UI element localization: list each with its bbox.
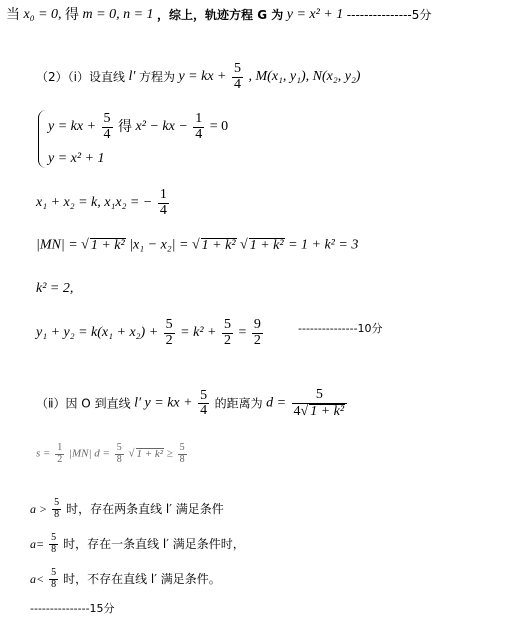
fraction: $\frac{1}{4}$ xyxy=(159,187,167,218)
system-row-2: y = x² + 1 xyxy=(48,151,105,166)
case-3 xyxy=(30,568,221,590)
system-brace xyxy=(38,110,47,168)
ysum-b: = k² + xyxy=(180,325,217,341)
part2-intro xyxy=(36,62,360,92)
sqrt-sign: √ xyxy=(191,237,200,253)
area-a: s = xyxy=(36,447,51,460)
system-eq-c: = 0 xyxy=(209,119,229,135)
area-sqrt: 1 + k² xyxy=(136,448,164,460)
condition: x₀ = 0, xyxy=(23,7,62,22)
trajectory-equation: y = x² + 1 xyxy=(286,7,344,22)
line-name: l′ xyxy=(128,69,136,85)
sqrt-sign: √ xyxy=(128,447,135,460)
case-pre: a= xyxy=(30,537,45,551)
area-line xyxy=(36,443,189,465)
fraction: $\frac{5}{8}$ xyxy=(51,567,57,590)
get-word: 得 xyxy=(118,119,133,136)
system-row-1 xyxy=(48,112,228,142)
fraction: $\frac{5}{8}$ xyxy=(54,497,60,520)
sqrt-3: 1 + k² xyxy=(249,238,284,253)
fraction: $\frac{5}{4}$ xyxy=(103,111,111,142)
case-pre: a< xyxy=(30,572,45,586)
k2-line: k² = 2, xyxy=(36,281,74,296)
case-pre: a > xyxy=(30,502,48,516)
line-eq: y = kx + xyxy=(144,395,193,411)
line-eq: y = kx + xyxy=(178,69,227,85)
part-ii-line xyxy=(36,388,349,419)
mn-line xyxy=(36,238,358,253)
fraction: $\frac{5}{4}$ xyxy=(200,387,208,419)
case-text: 时，存在两条直线 l′ 满足条件 xyxy=(66,502,224,516)
mn-mid: |x₁ − x₂| = xyxy=(129,237,192,253)
fraction: $\frac{5}{8}$ xyxy=(116,442,122,465)
fraction: $\frac{5}{8}$ xyxy=(179,442,185,465)
mn-rhs: = 1 + k² = 3 xyxy=(288,237,359,253)
ysum-a: y₁ + y₂ = k(x₁ + x₂) + xyxy=(36,325,159,341)
equation-label: 方程为 xyxy=(138,70,175,85)
fraction: $\frac{5}{8}$ xyxy=(51,532,57,555)
system-eq-a: y = kx + xyxy=(48,119,97,135)
part2-label: （2）（ⅰ）设直线 xyxy=(36,70,125,85)
distance-fraction: $\frac{5}{\text{4√ 1 + k²}}$ xyxy=(292,388,348,419)
fraction: $\frac{5}{2}$ xyxy=(165,317,173,348)
sqrt-sign: √ xyxy=(81,237,89,253)
mn-lhs: |MN| = xyxy=(36,237,82,253)
prefix: 当 xyxy=(6,7,20,23)
case-text: 时，不存在直线 l′ 满足条件。 xyxy=(63,572,221,586)
points: , M(x₁, y₁), N(x₂, y₂) xyxy=(248,69,361,85)
get-word: 得 xyxy=(65,7,80,23)
values: m = 0, n = 1 xyxy=(82,7,154,22)
fraction: $\frac{9}{2}$ xyxy=(253,317,261,348)
distance-label: 的距离为 xyxy=(214,396,263,411)
case-2 xyxy=(30,533,245,555)
ysum-line xyxy=(36,318,265,348)
fraction: $\frac{1}{4}$ xyxy=(195,111,203,142)
score-mark-10: ---------------10分 xyxy=(298,322,383,335)
conclusion-text: ，综上，轨迹方程 G 为 xyxy=(157,8,284,22)
score-mark-5: ---------------5分 xyxy=(346,8,432,22)
case-1 xyxy=(30,498,224,520)
line-name: l′ xyxy=(134,395,142,411)
vieta-text: x₁ + x₂ = k, x₁x₂ = − xyxy=(36,195,153,211)
area-b: |MN| d = xyxy=(68,447,110,460)
score-mark-15: ---------------15分 xyxy=(30,602,115,615)
system-eq-b: x² − kx − xyxy=(135,119,188,135)
sqrt-2: 1 + k² xyxy=(201,238,236,253)
sqrt-sign: √ xyxy=(240,237,248,253)
fraction: $\frac{5}{2}$ xyxy=(223,317,231,348)
case-text: 时，存在一条直线 l′ 满足条件时， xyxy=(63,537,245,551)
part-ii-label: （ⅱ）因 O 到直线 xyxy=(36,396,131,411)
area-c: ≥ xyxy=(166,447,173,460)
ysum-c: = xyxy=(238,325,247,341)
fraction: $\frac{1}{2}$ xyxy=(57,442,63,465)
fraction: $\frac{5}{4}$ xyxy=(234,61,241,92)
vieta-line xyxy=(36,188,171,218)
distance-eq: d = xyxy=(266,395,287,411)
line-conclusion xyxy=(6,8,431,22)
sqrt-1: 1 + k² xyxy=(90,238,125,253)
